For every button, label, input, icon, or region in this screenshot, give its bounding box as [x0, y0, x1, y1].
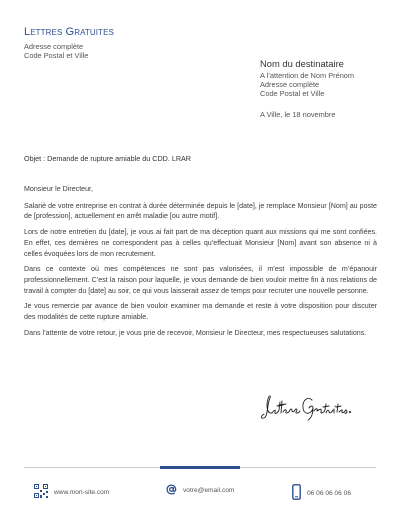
recipient-address-line: Adresse complète — [260, 80, 320, 90]
paragraph: Dans l’attente de votre retour, je vous prie de recevoir, Monsieur le Directeur, mes respectueuses salutations. — [24, 328, 367, 337]
email-text: votre@email.com — [183, 487, 235, 494]
letter-body — [24, 184, 377, 343]
recipient-name: Nom du destinataire — [260, 58, 344, 69]
mobile-phone-icon — [292, 484, 301, 502]
recipient-attention-line: A l’attention de Nom Prénom — [260, 71, 355, 80]
website-text: www.mon-site.com — [54, 488, 110, 496]
paragraph: Salarié de votre entreprise en contrat à durée déterminée depuis le [date], je remplace Monsieur [Nom] au poste de [profession], actuellement en arrêt maladie [ou autre motif]. — [24, 201, 377, 221]
footer-email[interactable] — [166, 484, 234, 497]
paragraph: Dans ce contexte où mes compétences ne sont pas valorisées, il m’est impossible de m’épanouir professionnellement. C’est la raison pour laquelle, je vous demande de bien vouloir mettre fin à nos relations de travail à compter du [date] au soir, ce qui vous laisserait assez de temps pour recruter une nouvelle personne. — [24, 265, 377, 295]
at-sign-icon — [166, 484, 177, 497]
footer-phone[interactable] — [292, 484, 351, 502]
footer-divider-accent — [160, 466, 240, 469]
salutation: Monsieur le Directeur, — [24, 185, 93, 193]
letter-subject: Objet : Demande de rupture amiable du CDD. LRAR — [24, 154, 191, 163]
sender-address — [24, 42, 88, 60]
paragraph: Je vous remercie par avance de bien vouloir examiner ma demande et reste à votre disposition pour discuter des modalités de cette rupture amiable. — [24, 302, 377, 322]
recipient-postal-line: Code Postal et Ville — [260, 89, 325, 99]
paragraph: Lors de notre entretien du [date], je vous ai fait part de ma déception quant aux missions qui me sont confiées. En effet, ces dernières ne correspondent pas à celles qu’effectuait Monsieur [Nom] avant son absence ni à celles évoquées lors de mon recrutement. — [24, 228, 377, 258]
brand-logo: Lettres Gratuites — [24, 26, 114, 38]
footer-website[interactable] — [34, 484, 109, 500]
recipient-address — [260, 71, 354, 99]
sender-postal-line: Code Postal et Ville — [24, 51, 89, 61]
qr-code-icon — [34, 484, 48, 500]
phone-text: 06 06 06 06 06 — [307, 489, 351, 497]
footer — [0, 480, 400, 504]
letter-date: A Ville, le 18 novembre — [260, 110, 336, 119]
sender-address-line: Adresse complète — [24, 42, 84, 51]
handwritten-signature — [258, 392, 354, 422]
